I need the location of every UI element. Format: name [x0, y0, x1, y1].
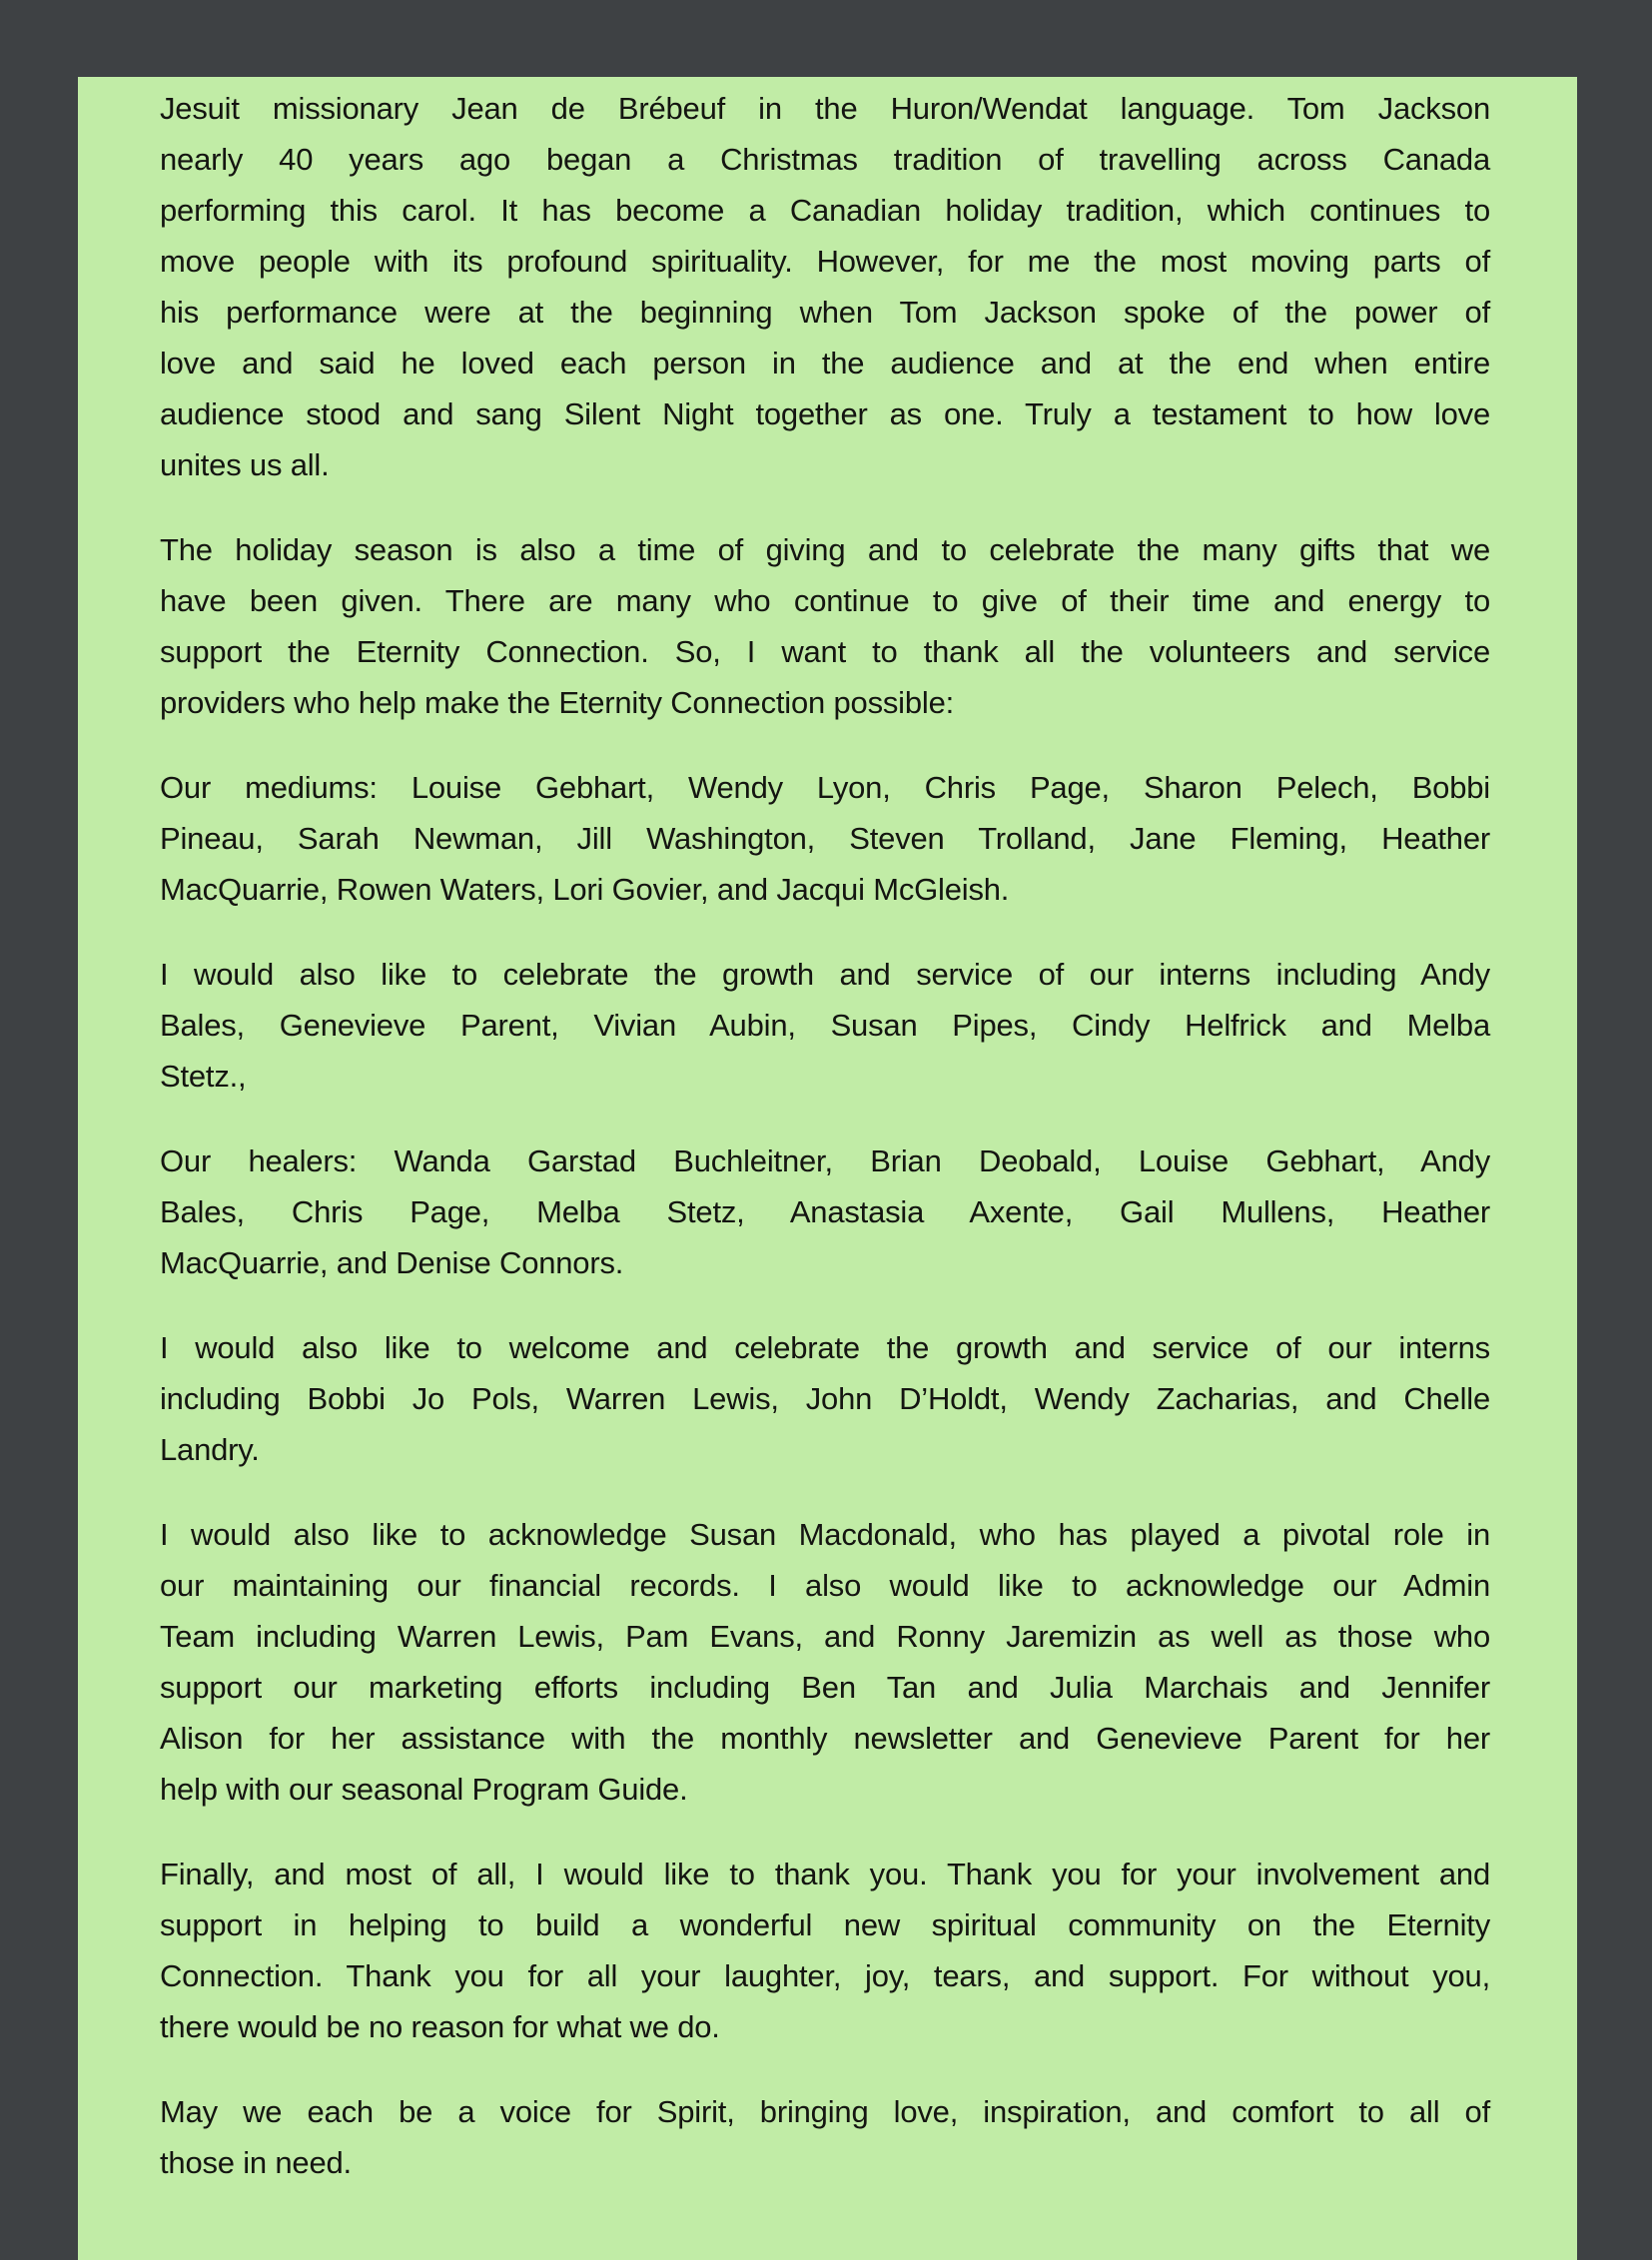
text-line: support in helping to build a wonderful new spiritual community on the Eternity	[160, 1907, 1490, 1942]
text-line: MacQuarrie, and Denise Connors.	[160, 1245, 624, 1280]
paragraph	[160, 2086, 1490, 2188]
paragraph	[160, 1509, 1490, 1815]
text-line: including Bobbi Jo Pols, Warren Lewis, John D’Holdt, Wendy Zacharias, and Chelle	[160, 1381, 1490, 1416]
text-line: our maintaining our financial records. I also would like to acknowledge our Admin	[160, 1568, 1490, 1603]
text-line: Connection. Thank you for all your laughter, joy, tears, and support. For without you,	[160, 1958, 1490, 1993]
text-line: performing this carol. It has become a Canadian holiday tradition, which continues to	[160, 193, 1490, 228]
text-line: Alison for her assistance with the monthly newsletter and Genevieve Parent for her	[160, 1721, 1490, 1756]
text-line: those in need.	[160, 2145, 352, 2180]
text-line: MacQuarrie, Rowen Waters, Lori Govier, and Jacqui McGleish.	[160, 872, 1010, 907]
text-line: love and said he loved each person in the audience and at the end when entire	[160, 346, 1490, 380]
paragraph	[160, 83, 1490, 490]
paragraph	[160, 1849, 1490, 2052]
paragraph	[160, 1135, 1490, 1288]
text-line: May we each be a voice for Spirit, bringing love, inspiration, and comfort to all of	[160, 2094, 1490, 2129]
text-line: I would also like to welcome and celebrate the growth and service of our interns	[160, 1330, 1490, 1365]
text-line: his performance were at the beginning when Tom Jackson spoke of the power of	[160, 295, 1490, 330]
text-line: The holiday season is also a time of giving and to celebrate the many gifts that we	[160, 532, 1490, 567]
paragraph	[160, 949, 1490, 1102]
text-line: support the Eternity Connection. So, I want to thank all the volunteers and service	[160, 634, 1490, 669]
text-line: Bales, Genevieve Parent, Vivian Aubin, Susan Pipes, Cindy Helfrick and Melba	[160, 1008, 1490, 1043]
text-line: audience stood and sang Silent Night together as one. Truly a testament to how love	[160, 396, 1490, 431]
text-line: nearly 40 years ago began a Christmas tradition of travelling across Canada	[160, 142, 1490, 177]
text-line: Team including Warren Lewis, Pam Evans, and Ronny Jaremizin as well as those who	[160, 1619, 1490, 1654]
text-line: Pineau, Sarah Newman, Jill Washington, Steven Trolland, Jane Fleming, Heather	[160, 821, 1490, 856]
text-line: help with our seasonal Program Guide.	[160, 1772, 688, 1807]
text-line: Bales, Chris Page, Melba Stetz, Anastasia Axente, Gail Mullens, Heather	[160, 1194, 1490, 1229]
text-line: Jesuit missionary Jean de Brébeuf in the Huron/Wendat language. Tom Jackson	[160, 91, 1490, 126]
paragraph	[160, 762, 1490, 915]
paragraph	[160, 524, 1490, 728]
paragraph	[160, 1322, 1490, 1475]
text-line: move people with its profound spirituality. However, for me the most moving parts of	[160, 244, 1490, 279]
text-line: have been given. There are many who continue to give of their time and energy to	[160, 583, 1490, 618]
text-line: I would also like to acknowledge Susan Macdonald, who has played a pivotal role in	[160, 1517, 1490, 1552]
text-line: support our marketing efforts including Ben Tan and Julia Marchais and Jennifer	[160, 1670, 1490, 1705]
document-text	[78, 77, 1577, 2188]
text-line: Our healers: Wanda Garstad Buchleitner, Brian Deobald, Louise Gebhart, Andy	[160, 1143, 1490, 1178]
text-line: there would be no reason for what we do.	[160, 2009, 720, 2044]
text-line: Stetz.,	[160, 1059, 247, 1094]
text-line: unites us all.	[160, 447, 330, 482]
text-line: Landry.	[160, 1432, 260, 1467]
document-page	[78, 77, 1577, 2260]
text-line: I would also like to celebrate the growth and service of our interns including Andy	[160, 957, 1490, 992]
text-line: Finally, and most of all, I would like to thank you. Thank you for your involvement and	[160, 1857, 1490, 1891]
text-line: Our mediums: Louise Gebhart, Wendy Lyon, Chris Page, Sharon Pelech, Bobbi	[160, 770, 1490, 805]
text-line: providers who help make the Eternity Connection possible:	[160, 685, 955, 720]
